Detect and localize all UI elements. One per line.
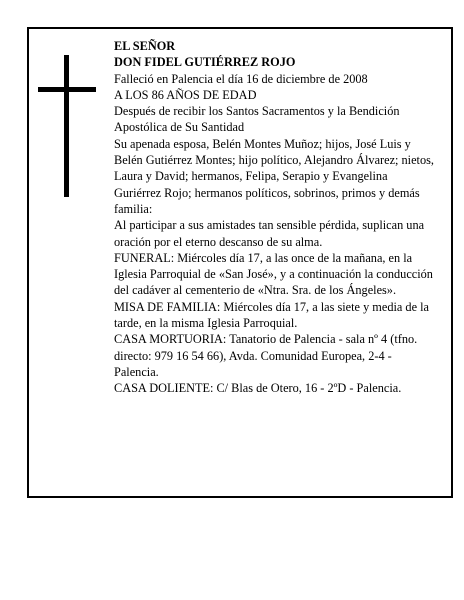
mortuary-info: CASA MORTUORIA: Tanatorio de Palencia - sala nº 4 (tfno. directo: 979 16 54 66), Avda. Comunidad Europea, 2-4 - Palencia. bbox=[114, 332, 418, 379]
prayer-request: Al participar a sus amistades tan sensible pérdida, suplican una oración por el eterno descanso de su alma. bbox=[114, 218, 425, 249]
cross-horizontal-bar bbox=[38, 87, 96, 92]
funeral-info: FUNERAL: Miércoles día 17, a las once de la mañana, en la Iglesia Parroquial de «San José», y a continuación la conducción del cadáver al cementerio de «Ntra. Sra. de los Ángeles». bbox=[114, 250, 433, 298]
deceased-name: DON FIDEL GUTIÉRREZ ROJO bbox=[114, 55, 296, 70]
sacraments-statement: Después de recibir los Santos Sacramentos y la Bendición Apostólica de Su Santidad bbox=[114, 104, 400, 135]
family-list: Su apenada esposa, Belén Montes Muñoz; hijos, José Luis y Belén Gutiérrez Montes; hijo político, Alejandro Álvarez; nietos, Laura y David; hermanos, Felipa, Serapio y Evangelina Guriérrez Rojo; hermanos políticos, sobrinos, primos y demás familia: bbox=[114, 136, 434, 216]
cross-vertical-bar bbox=[64, 55, 69, 197]
mourning-house-info: CASA DOLIENTE: C/ Blas de Otero, 16 - 2ºD - Palencia. bbox=[114, 381, 402, 396]
age-statement: A LOS 86 AÑOS DE EDAD bbox=[114, 87, 257, 102]
obituary-text bbox=[114, 38, 436, 397]
family-mass-info: MISA DE FAMILIA: Miércoles día 17, a las siete y media de la tarde, en la misma Iglesia Parroquial. bbox=[114, 299, 429, 331]
honorific-title: EL SEÑOR bbox=[114, 39, 176, 53]
death-statement: Falleció en Palencia el día 16 de diciembre de 2008 bbox=[114, 71, 368, 86]
